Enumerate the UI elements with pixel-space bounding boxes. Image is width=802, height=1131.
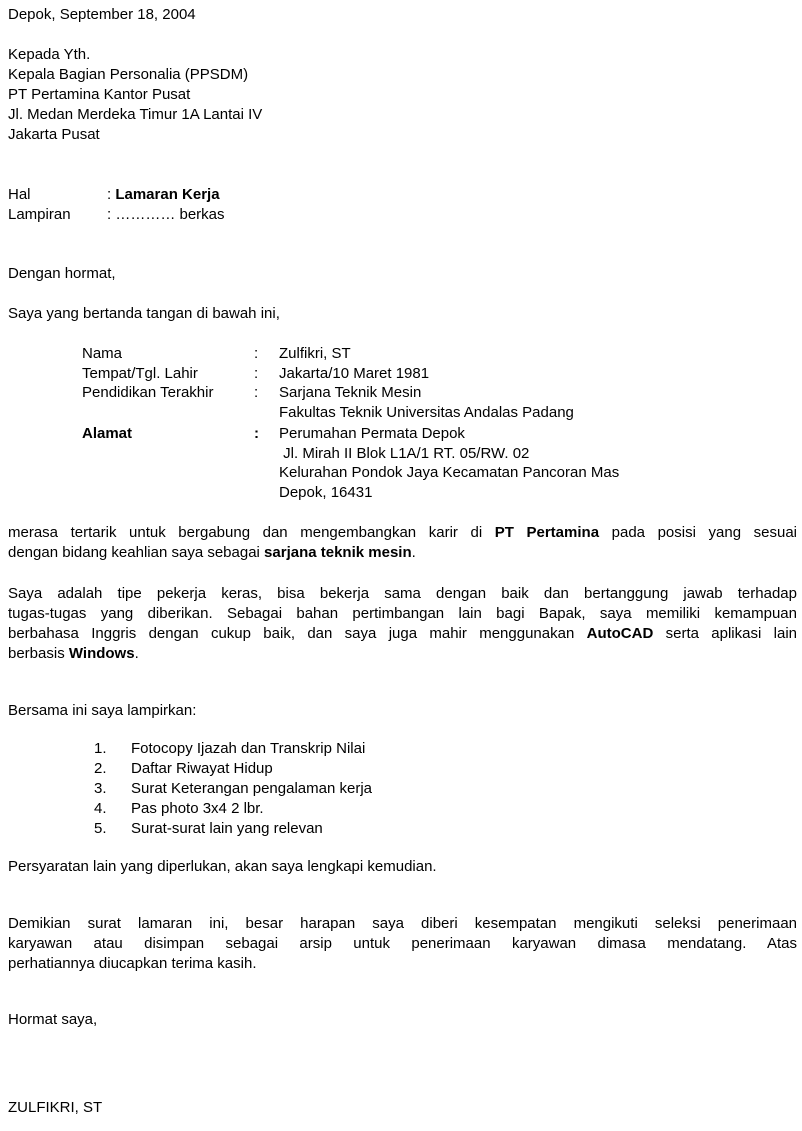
paragraph-skills bbox=[8, 584, 797, 664]
signoff: Hormat saya, bbox=[8, 1011, 98, 1028]
subject-lampiran-value: : ………… berkas bbox=[107, 206, 225, 223]
text-run: pada posisi yang sesuai bbox=[599, 524, 797, 541]
paragraph-interest bbox=[8, 523, 797, 563]
identity-alamat-value-3: Kelurahan Pondok Jaya Kecamatan Pancoran Mas bbox=[279, 464, 620, 481]
identity-colon: : bbox=[254, 365, 259, 382]
text-run: berbahasa Inggris dengan cukup baik, dan saya juga mahir menggunakan bbox=[8, 625, 587, 642]
paragraph-skills-line-2: tugas-tugas yang diberikan. Sebagai bahan pertimbangan lain bagi Bapak, saya memiliki kemampuan bbox=[8, 605, 797, 622]
subject-hal-label: Hal bbox=[8, 186, 31, 203]
identity-pendidikan-value-1: Sarjana Teknik Mesin bbox=[279, 384, 422, 401]
subject-hal-value: Lamaran Kerja bbox=[115, 186, 220, 203]
identity-ttl-value: Jakarta/10 Maret 1981 bbox=[279, 365, 430, 382]
paragraph-skills-line-4 bbox=[8, 644, 797, 664]
attachment-item: Pas photo 3x4 2 lbr. bbox=[131, 800, 264, 817]
software-autocad: AutoCAD bbox=[586, 625, 654, 642]
identity-colon bbox=[254, 424, 259, 444]
greeting: Dengan hormat, bbox=[8, 265, 116, 282]
text-run: . bbox=[411, 544, 416, 561]
identity-colon: : bbox=[254, 345, 259, 362]
paragraph-interest-line-1 bbox=[8, 523, 797, 543]
identity-alamat-label-text: Alamat bbox=[82, 425, 133, 442]
identity-nama-label: Nama bbox=[82, 345, 123, 362]
software-windows: Windows bbox=[68, 645, 135, 662]
attachments-intro: Bersama ini saya lampirkan: bbox=[8, 702, 197, 719]
paragraph-closing-line-1: Demikian surat lamaran ini, besar harapan saya diberi kesempatan mengikuti seleksi penerimaan bbox=[8, 915, 797, 932]
paragraph-interest-line-2 bbox=[8, 543, 797, 563]
attachment-item: Surat-surat lain yang relevan bbox=[131, 820, 323, 837]
degree-emphasis: sarjana teknik mesin bbox=[264, 544, 412, 561]
text-run: dengan bidang keahlian saya sebagai bbox=[8, 544, 265, 561]
text-run: merasa tertarik untuk bergabung dan mengembangkan karir di bbox=[8, 524, 495, 541]
recipient-line-5: Jakarta Pusat bbox=[8, 126, 100, 143]
attachment-number: 1. bbox=[94, 740, 107, 757]
place-date: Depok, September 18, 2004 bbox=[8, 6, 196, 23]
intro-text: Saya yang bertanda tangan di bawah ini, bbox=[8, 305, 280, 322]
recipient-line-1: Kepada Yth. bbox=[8, 46, 91, 63]
paragraph-skills-line-1: Saya adalah tipe pekerja keras, bisa bekerja sama dengan baik dan bertanggung jawab terhadap bbox=[8, 585, 797, 602]
recipient-line-2: Kepala Bagian Personalia (PPSDM) bbox=[8, 66, 249, 83]
attachment-number: 5. bbox=[94, 820, 107, 837]
text-run: serta aplikasi lain bbox=[653, 625, 797, 642]
attachment-number: 2. bbox=[94, 760, 107, 777]
paragraph-closing-line-3: perhatiannya diucapkan terima kasih. bbox=[8, 955, 257, 972]
attachment-number: 4. bbox=[94, 800, 107, 817]
text-run: berbasis bbox=[8, 645, 69, 662]
identity-pendidikan-label: Pendidikan Terakhir bbox=[82, 384, 214, 401]
subject-hal-line bbox=[107, 185, 220, 205]
paragraph-skills-line-3 bbox=[8, 624, 797, 644]
identity-nama-value: Zulfikri, ST bbox=[279, 345, 351, 362]
recipient-line-3: PT Pertamina Kantor Pusat bbox=[8, 86, 191, 103]
identity-alamat-value-4: Depok, 16431 bbox=[279, 484, 373, 501]
identity-pendidikan-value-2: Fakultas Teknik Universitas Andalas Padang bbox=[279, 404, 574, 421]
identity-alamat-value-1: Perumahan Permata Depok bbox=[279, 425, 465, 442]
text-run: . bbox=[134, 645, 139, 662]
attachment-item: Fotocopy Ijazah dan Transkrip Nilai bbox=[131, 740, 366, 757]
subject-hal-colon: : bbox=[107, 186, 112, 203]
recipient-line-4: Jl. Medan Merdeka Timur 1A Lantai IV bbox=[8, 106, 263, 123]
identity-alamat-colon: : bbox=[254, 425, 259, 442]
identity-alamat-label bbox=[82, 424, 132, 444]
attachment-number: 3. bbox=[94, 780, 107, 797]
paragraph-closing-line-2: karyawan atau disimpan sebagai arsip untuk penerimaan karyawan dimasa mendatang. Atas bbox=[8, 935, 797, 952]
subject-lampiran-label: Lampiran bbox=[8, 206, 71, 223]
signature-name: ZULFIKRI, ST bbox=[8, 1099, 103, 1116]
identity-colon: : bbox=[254, 384, 259, 401]
company-name: PT Pertamina bbox=[494, 524, 600, 541]
paragraph-closing bbox=[8, 914, 797, 974]
attachment-item: Daftar Riwayat Hidup bbox=[131, 760, 273, 777]
identity-alamat-value-2: Jl. Mirah II Blok L1A/1 RT. 05/RW. 02 bbox=[279, 445, 530, 462]
requirements-note: Persyaratan lain yang diperlukan, akan saya lengkapi kemudian. bbox=[8, 858, 437, 875]
attachment-item: Surat Keterangan pengalaman kerja bbox=[131, 780, 372, 797]
identity-ttl-label: Tempat/Tgl. Lahir bbox=[82, 365, 198, 382]
